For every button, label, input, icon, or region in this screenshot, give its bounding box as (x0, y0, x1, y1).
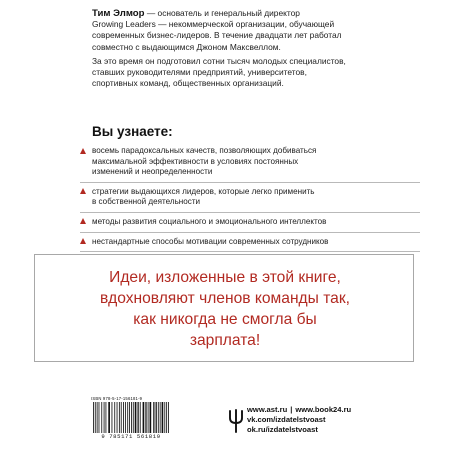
barcode-bar (95, 402, 96, 433)
link-vk[interactable]: vk.com/izdatelstvoast (247, 415, 326, 424)
barcode-bar (140, 402, 141, 433)
barcode-bar (160, 402, 161, 433)
trident-psi-icon (229, 409, 243, 433)
barcode-bar (133, 402, 134, 433)
barcode-bar (108, 402, 110, 433)
triangle-marker-icon (80, 238, 86, 244)
barcode-bar (117, 402, 118, 433)
author-line: спортивных команд, общественных организаций. (92, 78, 284, 89)
triangle-marker-icon (80, 218, 86, 224)
barcode-bar (99, 402, 100, 433)
list-item (80, 142, 420, 183)
barcode-digits: 9 785171 561819 (101, 433, 161, 440)
barcode-bar (158, 402, 159, 433)
link-book24[interactable]: www.book24.ru (295, 405, 352, 414)
author-bio (92, 8, 392, 89)
barcode-bar (93, 402, 94, 433)
author-line: За это время он подготовил сотни тысяч молодых специалистов, (92, 55, 346, 66)
list-item-line: изменений и неопределенности (92, 167, 213, 177)
list-item-line: восемь парадоксальных качеств, позволяющих добиваться (92, 146, 317, 155)
barcode-bar (156, 402, 157, 433)
list-item (80, 183, 420, 213)
barcode-bar (114, 402, 115, 433)
barcode-bar (119, 402, 120, 433)
list-item-line: методы развития социального и эмоционального интеллектов (92, 216, 327, 226)
quote-box (34, 254, 414, 362)
barcode-bar (135, 402, 137, 433)
barcode-bar (137, 402, 138, 433)
barcode-bar (148, 402, 149, 433)
barcode-bar (127, 402, 128, 433)
barcode-bar (145, 402, 146, 433)
author-line: ставших руководителями предприятий, университетов, (92, 67, 307, 78)
barcode-bar (104, 402, 105, 433)
author-name: Тим Элмор (92, 8, 145, 19)
author-line: совместно с выдающимся Джоном Максвеллом. (92, 41, 281, 52)
barcode-bar (129, 402, 130, 433)
barcode-bar (164, 402, 165, 433)
barcode-bar (97, 402, 98, 433)
learn-heading: Вы узнаете: (92, 124, 173, 139)
list-item-line: нестандартные способы мотивации современных сотрудников (92, 236, 329, 246)
barcode-bar (112, 402, 113, 433)
barcode-bar (106, 402, 107, 433)
barcode-bar (143, 402, 145, 433)
author-bio-paragraph-2 (92, 56, 392, 90)
barcode-bar (168, 402, 169, 433)
list-item (80, 233, 420, 253)
links-row (247, 405, 351, 415)
triangle-marker-icon (80, 148, 86, 154)
list-item (80, 213, 420, 233)
list-item-line: в собственной деятельности (92, 197, 201, 207)
list-item-line: максимальной эффективности в условиях постоянных (92, 156, 299, 166)
link-ast[interactable]: www.ast.ru (247, 405, 288, 414)
barcode-bar (125, 402, 126, 433)
barcode-bar (153, 402, 154, 433)
link-ok[interactable]: ok.ru/izdatelstvoast (247, 425, 318, 434)
barcode-bar (162, 402, 164, 433)
quote-line: зарплата! (189, 332, 261, 349)
author-line: современных бизнес-лидеров. В течение двадцати лет работал (92, 30, 342, 41)
author-bio-paragraph-1 (92, 8, 392, 53)
barcode-bar (101, 402, 102, 433)
isbn-text: ISBN 978-5-17-156181-9 (91, 396, 143, 401)
quote-line: вдохновляют членов команды так, (100, 290, 350, 307)
publisher-links (247, 405, 351, 435)
quote-text (35, 267, 415, 351)
barcode-bar (150, 402, 152, 433)
barcode-bar (123, 402, 124, 433)
author-line: Growing Leaders — некоммерческой организации, обучающей (92, 19, 335, 30)
list-item-line: стратегии выдающихся лидеров, которые легко применить (92, 186, 315, 196)
barcode-bar (121, 402, 122, 433)
barcode-bar (131, 402, 132, 433)
author-intro: — основатель и генеральный директор (144, 8, 300, 18)
barcode-block (91, 396, 171, 442)
quote-line: Идеи, изложенные в этой книге, (109, 269, 341, 286)
learn-list (80, 142, 420, 252)
triangle-marker-icon (80, 188, 86, 194)
link-separator: | (290, 405, 293, 414)
barcode-bar (166, 402, 167, 433)
quote-line: как никогда не смогла бы (133, 311, 317, 328)
barcode-icon (91, 402, 171, 433)
